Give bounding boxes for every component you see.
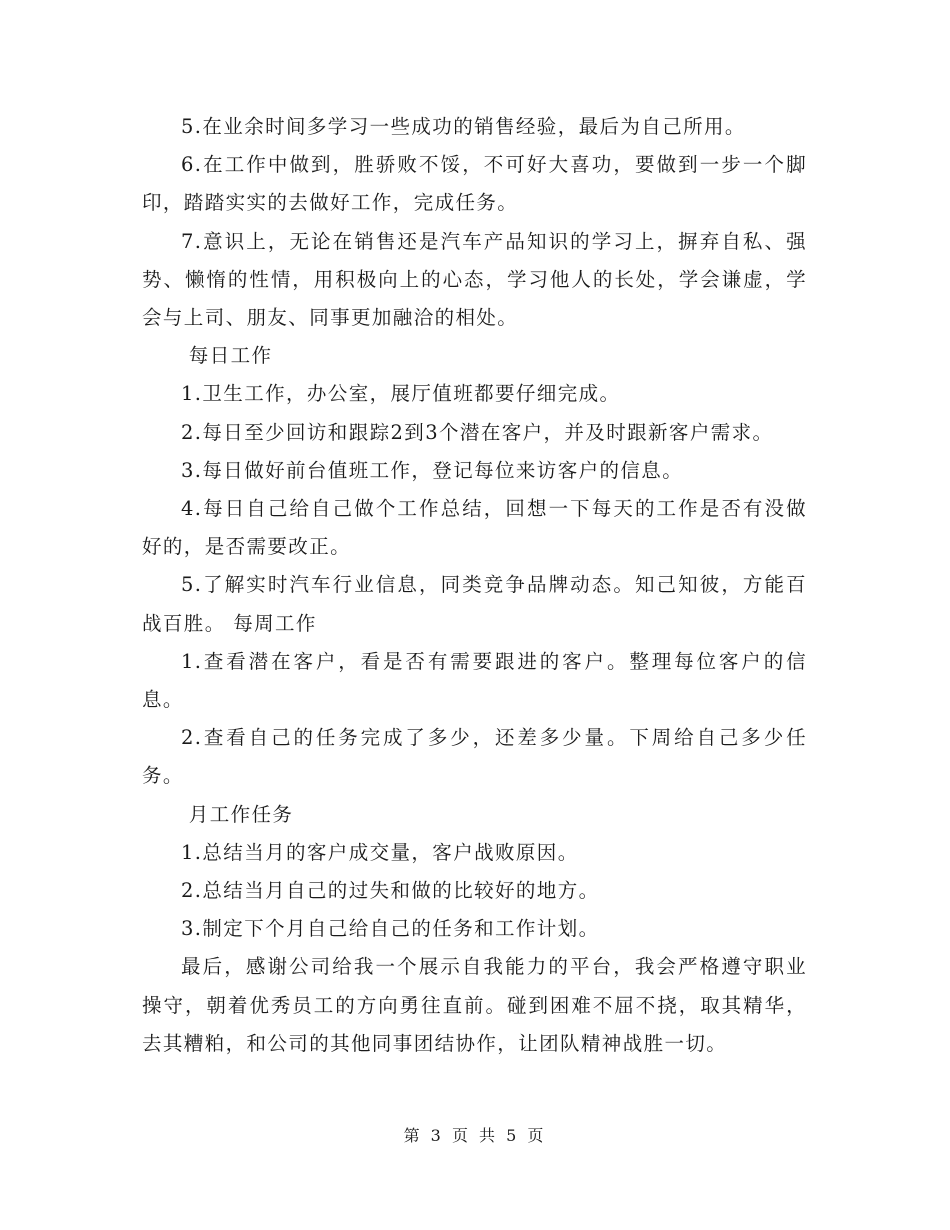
monthly-item-3: 3.制定下个月自己给自己的任务和工作计划。 bbox=[181, 917, 600, 941]
daily-item-1: 1.卫生工作，办公室，展厅值班都要仔细完成。 bbox=[181, 382, 621, 406]
monthly-item-1: 1.总结当月的客户成交量，客户战败原因。 bbox=[181, 840, 579, 864]
monthly-item-2: 2.总结当月自己的过失和做的比较好的地方。 bbox=[181, 879, 600, 903]
paragraph-item-5-sales-experience: 5.在业余时间多学习一些成功的销售经验，最后为自己所用。 bbox=[181, 115, 746, 138]
section-heading-daily-work: 每日工作 bbox=[188, 344, 273, 368]
page-number-label: 第 3 页 共 5 页 bbox=[403, 1126, 547, 1145]
paragraph-item-6-work-attitude: 6.在工作中做到，胜骄败不馁，不可好大喜功，要做到一步一个脚印，踏踏实实的去做好工作，完成任务。 bbox=[142, 153, 807, 215]
page-footer bbox=[0, 1123, 950, 1146]
daily-item-5-and-weekly-heading: 5.了解实时汽车行业信息，同类竞争品牌动态。知己知彼，方能百战百胜。 每周工作 bbox=[142, 573, 807, 635]
paragraph-item-7-awareness: 7.意识上，无论在销售还是汽车产品知识的学习上，摒弃自私、强势、懒惰的性情，用积极向上的心态，学习他人的长处，学会谦虚，学会与上司、朋友、同事更加融洽的相处。 bbox=[142, 229, 807, 330]
closing-paragraph: 最后，感谢公司给我一个展示自我能力的平台，我会严格遵守职业操守，朝着优秀员工的方向勇往直前。碰到困难不屈不挠，取其精华，去其糟粕，和公司的其他同事团结协作，让团队精神战胜一切。 bbox=[142, 955, 807, 1055]
daily-item-2: 2.每日至少回访和跟踪2到3个潜在客户，并及时跟新客户需求。 bbox=[181, 420, 774, 444]
section-heading-monthly-tasks: 月工作任务 bbox=[188, 802, 294, 826]
daily-item-4: 4.每日自己给自己做个工作总结，回想一下每天的工作是否有没做好的，是否需要改正。 bbox=[142, 497, 807, 559]
weekly-item-1: 1.查看潜在客户，看是否有需要跟进的客户。整理每位客户的信息。 bbox=[142, 649, 807, 712]
daily-item-3: 3.每日做好前台值班工作，登记每位来访客户的信息。 bbox=[181, 458, 684, 482]
document-body bbox=[142, 108, 807, 1063]
weekly-item-2: 2.查看自己的任务完成了多少，还差多少量。下周给自己多少任务。 bbox=[142, 726, 807, 788]
